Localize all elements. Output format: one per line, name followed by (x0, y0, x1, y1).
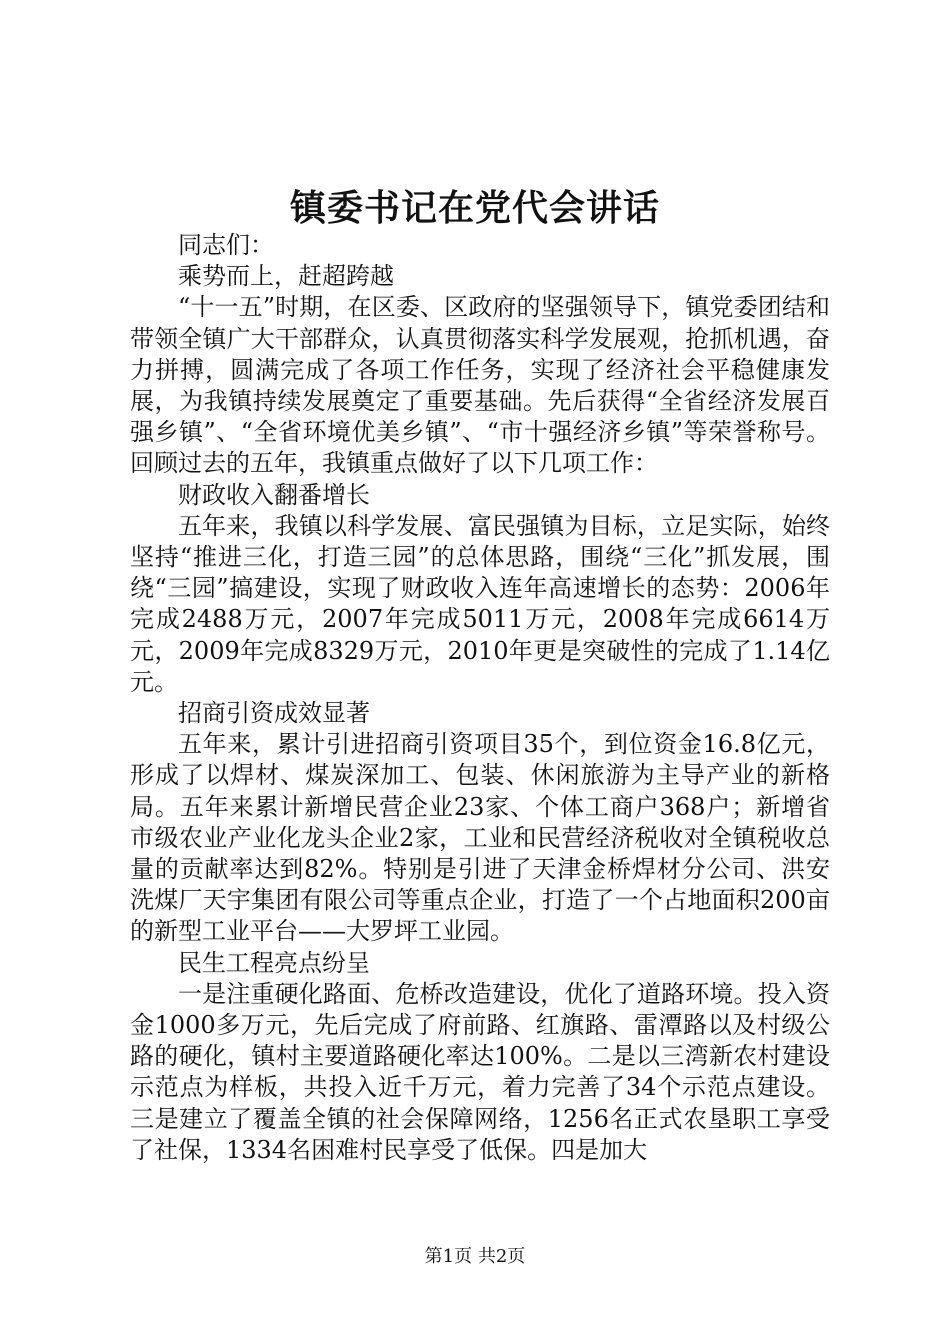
body-paragraph: 五年来，我镇以科学发展、富民强镇为目标，立足实际，始终坚持“推进三化，打造三园”的总体思路，围绕“三化”抓发展，围绕“三园”搞建设，实现了财政收入连年高速增长的态势：2006年完成2488万元，2007年完成5011万元，2008年完成6614万元，2009年完成8329万元，2010年更是突破性的完成了1.14亿元。 (130, 511, 830, 696)
section-heading: 民生工程亮点纷呈 (178, 948, 370, 977)
section-heading: 招商引资成效显著 (178, 699, 370, 728)
salutation: 同志们： (178, 231, 274, 259)
document-title: 镇委书记在党代会讲话 (289, 187, 660, 229)
body-paragraph: “十一五”时期，在区委、区政府的坚强领导下，镇党委团结和带领全镇广大干部群众，认真贯彻落实科学发展观，抢抓机遇，奋力拼搏，圆满完成了各项工作任务，实现了经济社会平稳健康发展，为我镇持续发展奠定了重要基础。先后获得“全省经济发展百强乡镇”、“全省环境优美乡镇”、“市十强经济乡镇”等荣誉称号。回顾过去的五年，我镇重点做好了以下几项工作： (130, 293, 830, 478)
section-heading: 财政收入翻番增长 (178, 480, 370, 509)
body-paragraph: 一是注重硬化路面、危桥改造建设，优化了道路环境。投入资金1000多万元，先后完成了府前路、红旗路、雷潭路以及村级公路的硬化，镇村主要道路硬化率达100%。二是以三湾新农村建设示范点为样板，共投入近千万元，着力完善了34个示范点建设。三是建立了覆盖全镇的社会保障网络，1256名正式农垦职工享受了社保，1334名困难村民享受了低保。四是加大 (130, 979, 830, 1164)
page-footer: 第1页 共2页 (424, 1246, 526, 1267)
section-heading: 乘势而上，赶超跨越 (178, 262, 394, 291)
document-body (130, 230, 830, 1166)
body-paragraph: 五年来，累计引进招商引资项目35个，到位资金16.8亿元，形成了以焊材、煤炭深加工、包装、休闲旅游为主导产业的新格局。五年来累计新增民营企业23家、个体工商户368户；新增省市级农业产业化龙头企业2家，工业和民营经济税收对全镇税收总量的贡献率达到82%。特别是引进了天津金桥焊材分公司、洪安洗煤厂天宇集团有限公司等重点企业，打造了一个占地面积200亩的新型工业平台——大罗坪工业园。 (130, 730, 830, 946)
